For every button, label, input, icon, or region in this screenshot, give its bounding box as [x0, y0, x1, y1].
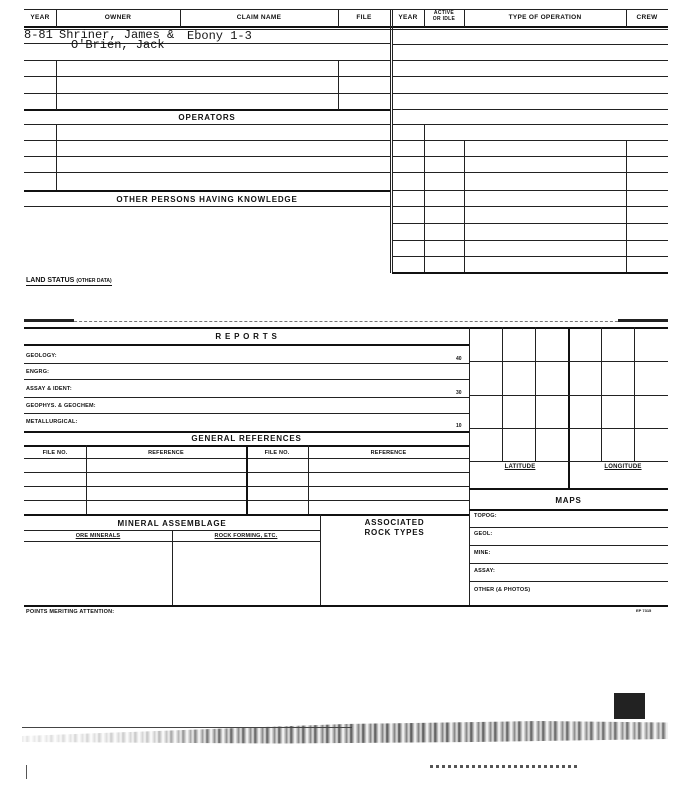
report-metallurgical-num: 10 [456, 423, 462, 429]
report-geology: GEOLOGY: [26, 353, 57, 359]
header-active-line1: ACTIVE [433, 10, 455, 16]
scan-line [22, 727, 352, 728]
header-active-line2: OR IDLE [432, 16, 456, 22]
other-persons-title: OTHER PERSONS HAVING KNOWLEDGE [116, 195, 298, 204]
ref-header-file-no-2: FILE NO. [264, 450, 290, 456]
header-file: FILE [356, 14, 372, 21]
associated-line2: ROCK TYPES [364, 528, 425, 537]
map-geol: GEOL: [474, 531, 493, 537]
latitude-label: LATITUDE [504, 464, 536, 470]
form-number: EP 7315 [636, 608, 652, 613]
noise-band [22, 718, 668, 748]
report-geophys: GEOPHYS. & GEOCHEM: [26, 403, 96, 409]
map-mine: MINE: [474, 550, 491, 556]
noise-streak [430, 765, 580, 768]
entry-owner-line1: Shriner, James & [59, 28, 175, 42]
black-square [614, 693, 645, 719]
header-year: YEAR [30, 14, 50, 21]
report-metallurgical: METALLURGICAL: [26, 419, 78, 425]
map-assay: ASSAY: [474, 568, 496, 574]
report-assay: ASSAY & IDENT: [26, 386, 72, 392]
entry-year: 8-81 [24, 28, 53, 42]
reports-title: R E P O R T S [215, 332, 278, 341]
rock-forming-header: ROCK FORMING, ETC. [214, 533, 278, 539]
header-type-of-operation: TYPE OF OPERATION [508, 14, 582, 21]
ref-header-reference-2: REFERENCE [370, 450, 407, 456]
operators-title: OPERATORS [178, 113, 236, 122]
header-active-or-idle [424, 10, 464, 22]
ref-header-reference-1: REFERENCE [148, 450, 184, 456]
map-other-photos: OTHER (& PHOTOS) [474, 587, 531, 593]
land-status-text: LAND STATUS [26, 277, 75, 284]
report-geology-num: 40 [456, 356, 462, 362]
land-status-label [26, 277, 112, 286]
mineral-assemblage-title: MINERAL ASSEMBLAGE [117, 519, 227, 528]
edge-mark [26, 765, 27, 779]
ref-header-file-no-1: FILE NO. [42, 450, 68, 456]
map-topog: TOPOG: [474, 513, 497, 519]
ore-minerals-header: ORE MINERALS [75, 533, 121, 539]
smudge-left [24, 319, 74, 322]
associated-line1: ASSOCIATED [364, 518, 425, 527]
entry-owner-line2: O'Brien, Jack [71, 38, 165, 52]
general-references-title: GENERAL REFERENCES [191, 434, 302, 443]
land-status-sublabel: (OTHER DATA) [76, 278, 112, 284]
fold-line [24, 321, 668, 322]
header-owner: OWNER [104, 14, 132, 21]
header-crew: CREW [636, 14, 658, 21]
entry-claim-name: Ebony 1-3 [187, 29, 252, 43]
points-meriting-attention: POINTS MERITING ATTENTION: [26, 609, 115, 615]
header-claim-name: CLAIM NAME [236, 14, 282, 21]
longitude-label: LONGITUDE [604, 464, 642, 470]
report-engrg: ENGRG: [26, 369, 50, 375]
maps-title: MAPS [555, 496, 582, 505]
report-assay-num: 30 [456, 390, 462, 396]
smudge-right [618, 319, 668, 322]
header-year-2: YEAR [398, 14, 418, 21]
